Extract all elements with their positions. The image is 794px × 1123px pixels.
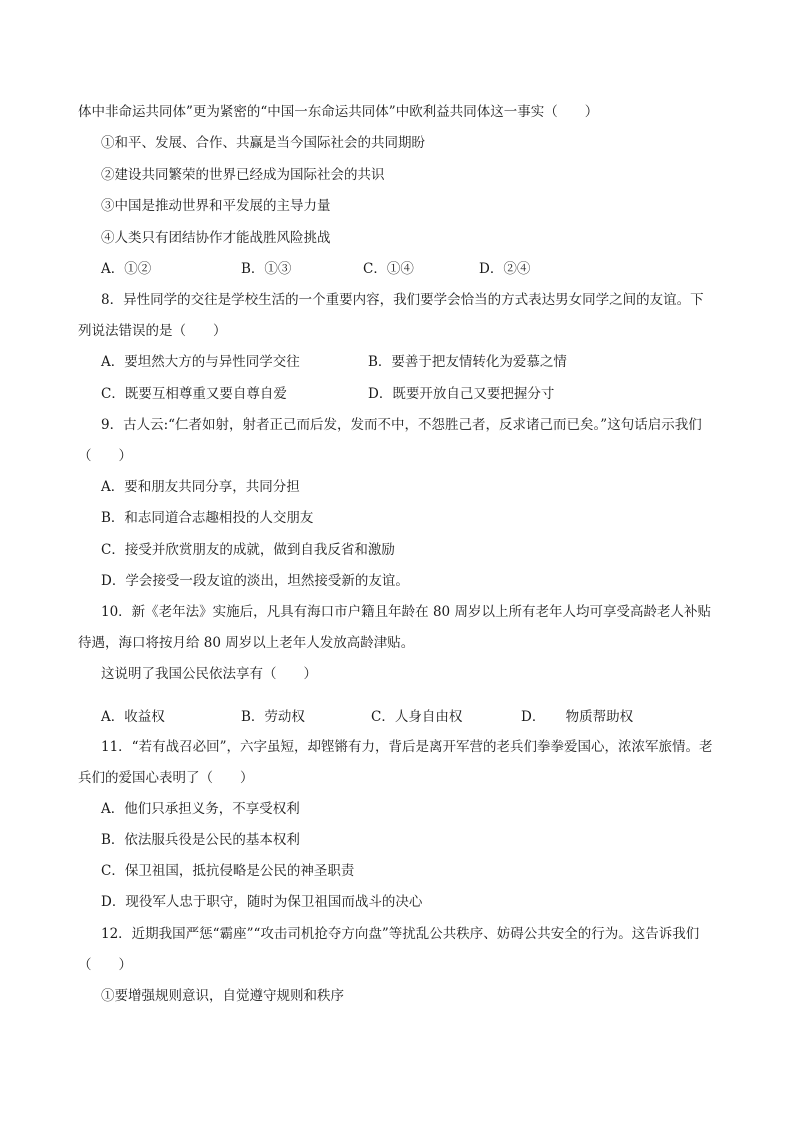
question-10-options (0, 708, 794, 726)
statement-3: ③中国是推动世界和平发展的主导力量 (101, 198, 331, 214)
question-8-options-row-1 (0, 353, 794, 371)
option-b: B．①③ (241, 261, 292, 277)
option-b: B．要善于把友情转化为爱慕之情 (368, 354, 567, 370)
question-11-option-d: D．现役军人忠于职守，随时为保卫祖国而战斗的决心 (101, 894, 423, 910)
statement-4: ④人类只有团结协作才能战胜风险挑战 (101, 230, 331, 246)
question-12-stem: 12．近期我国严惩“霸座”“攻击司机抢夺方向盘”等扰乱公共秩序、妨碍公共安全的行为。这告诉我们 (101, 926, 700, 942)
question-11-option-a: A．他们只承担义务，不享受权利 (101, 801, 300, 817)
question-9-stem-cont: （ ） (78, 448, 132, 464)
option-c: C．人身自由权 (371, 709, 463, 725)
option-a: A．要坦然大方的与异性同学交往 (101, 354, 300, 370)
option-c: C．①④ (363, 261, 414, 277)
question-11-stem-cont: 兵们的爱国心表明了（ ） (78, 770, 254, 786)
question-8-stem: 8．异性同学的交往是学校生活的一个重要内容，我们要学会恰当的方式表达男女同学之间的友谊。下 (101, 292, 704, 308)
option-b: B．劳动权 (241, 709, 305, 725)
option-c: C．既要互相尊重又要自尊自爱 (101, 386, 287, 402)
question-9-option-a: A．要和朋友共同分享，共同分担 (101, 479, 300, 495)
question-9-option-c: C．接受并欣赏朋友的成就，做到自我反省和激励 (101, 542, 395, 558)
question-11-option-b: B．依法服兵役是公民的基本权利 (101, 832, 300, 848)
question-8-options-row-2 (0, 385, 794, 403)
statement-2: ②建设共同繁荣的世界已经成为国际社会的共识 (101, 167, 385, 183)
question-10-prompt: 这说明了我国公民依法享有（ ） (101, 666, 317, 682)
question-9-option-b: B．和志同道合志趣相投的人交朋友 (101, 510, 314, 526)
option-a: A．①② (101, 261, 152, 277)
question-11-stem: 11．“若有战召必回”，六字虽短，却铿锵有力，背后是离开军营的老兵们拳拳爱国心，浓浓军旅情。老 (101, 739, 713, 755)
question-8-stem-cont: 列说法错误的是（ ） (78, 323, 227, 339)
question-7-options (0, 260, 794, 278)
option-d: D．②④ (479, 261, 531, 277)
option-a: A．收益权 (101, 709, 165, 725)
question-12-stem-cont: （ ） (78, 957, 132, 973)
statement-1: ①和平、发展、合作、共赢是当今国际社会的共同期盼 (101, 135, 425, 151)
option-d: D．既要开放自己又要把握分寸 (368, 386, 555, 402)
question-9-option-d: D．学会接受一段友谊的淡出，坦然接受新的友谊。 (101, 573, 409, 589)
question-7-stem-end: 体中非命运共同体”更为紧密的“中国一东命运共同体”中欧利益共同体这一事实（ ） (78, 104, 599, 120)
option-d: D． 物质帮助权 (521, 709, 634, 725)
question-12-statement-1: ①要增强规则意识，自觉遵守规则和秩序 (101, 988, 344, 1004)
question-9-stem: 9．古人云:“仁者如射，射者正己而后发，发而不中，不怨胜己者，反求诸己而已矣。”这句话启示我们 (101, 417, 702, 433)
question-10-stem: 10．新《老年法》实施后，凡具有海口市户籍且年龄在 80 周岁以上所有老年人均可享受高龄老人补贴 (101, 604, 711, 620)
question-10-stem-cont: 待遇，海口将按月给 80 周岁以上老年人发放高龄津贴。 (78, 635, 415, 651)
question-11-option-c: C．保卫祖国，抵抗侵略是公民的神圣职责 (101, 863, 355, 879)
